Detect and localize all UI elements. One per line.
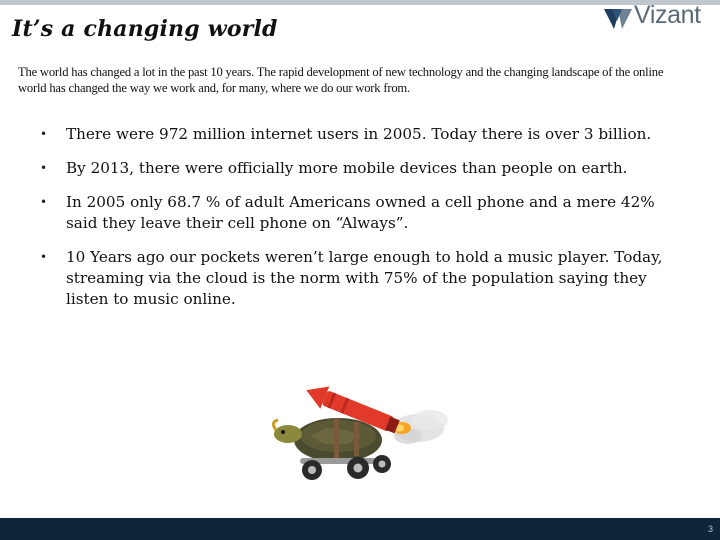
bullet-item: • There were 972 million internet users in 2005. Today there is over 3 billion.: [40, 124, 680, 145]
bullet-item: • In 2005 only 68.7 % of adult Americans owned a cell phone and a mere 42% said they leave their cell phone on “Always”.: [40, 192, 680, 234]
footer-bar: [0, 518, 720, 540]
bullet-list: [40, 124, 680, 323]
bullet-item: • 10 Years ago our pockets weren’t large enough to hold a music player. Today, streaming via the cloud is the norm with 75% of the population saying they listen to music online.: [40, 247, 680, 310]
logo-wordmark: Vizant: [634, 1, 701, 29]
page-number: 3: [707, 524, 713, 534]
intro-paragraph: The world has changed a lot in the past 10 years. The rapid development of new technology and the changing landscape of the online world has changed the way we work and, for many, where we do our work from.: [18, 65, 664, 95]
vizant-logo: [602, 3, 720, 35]
turtle-rocket-image: [250, 350, 450, 490]
slide-title: It’s a changing world: [12, 16, 278, 42]
turtle-rocket-skateboard-icon: [250, 350, 450, 490]
bullet-item: • By 2013, there were officially more mobile devices than people on earth.: [40, 158, 680, 179]
